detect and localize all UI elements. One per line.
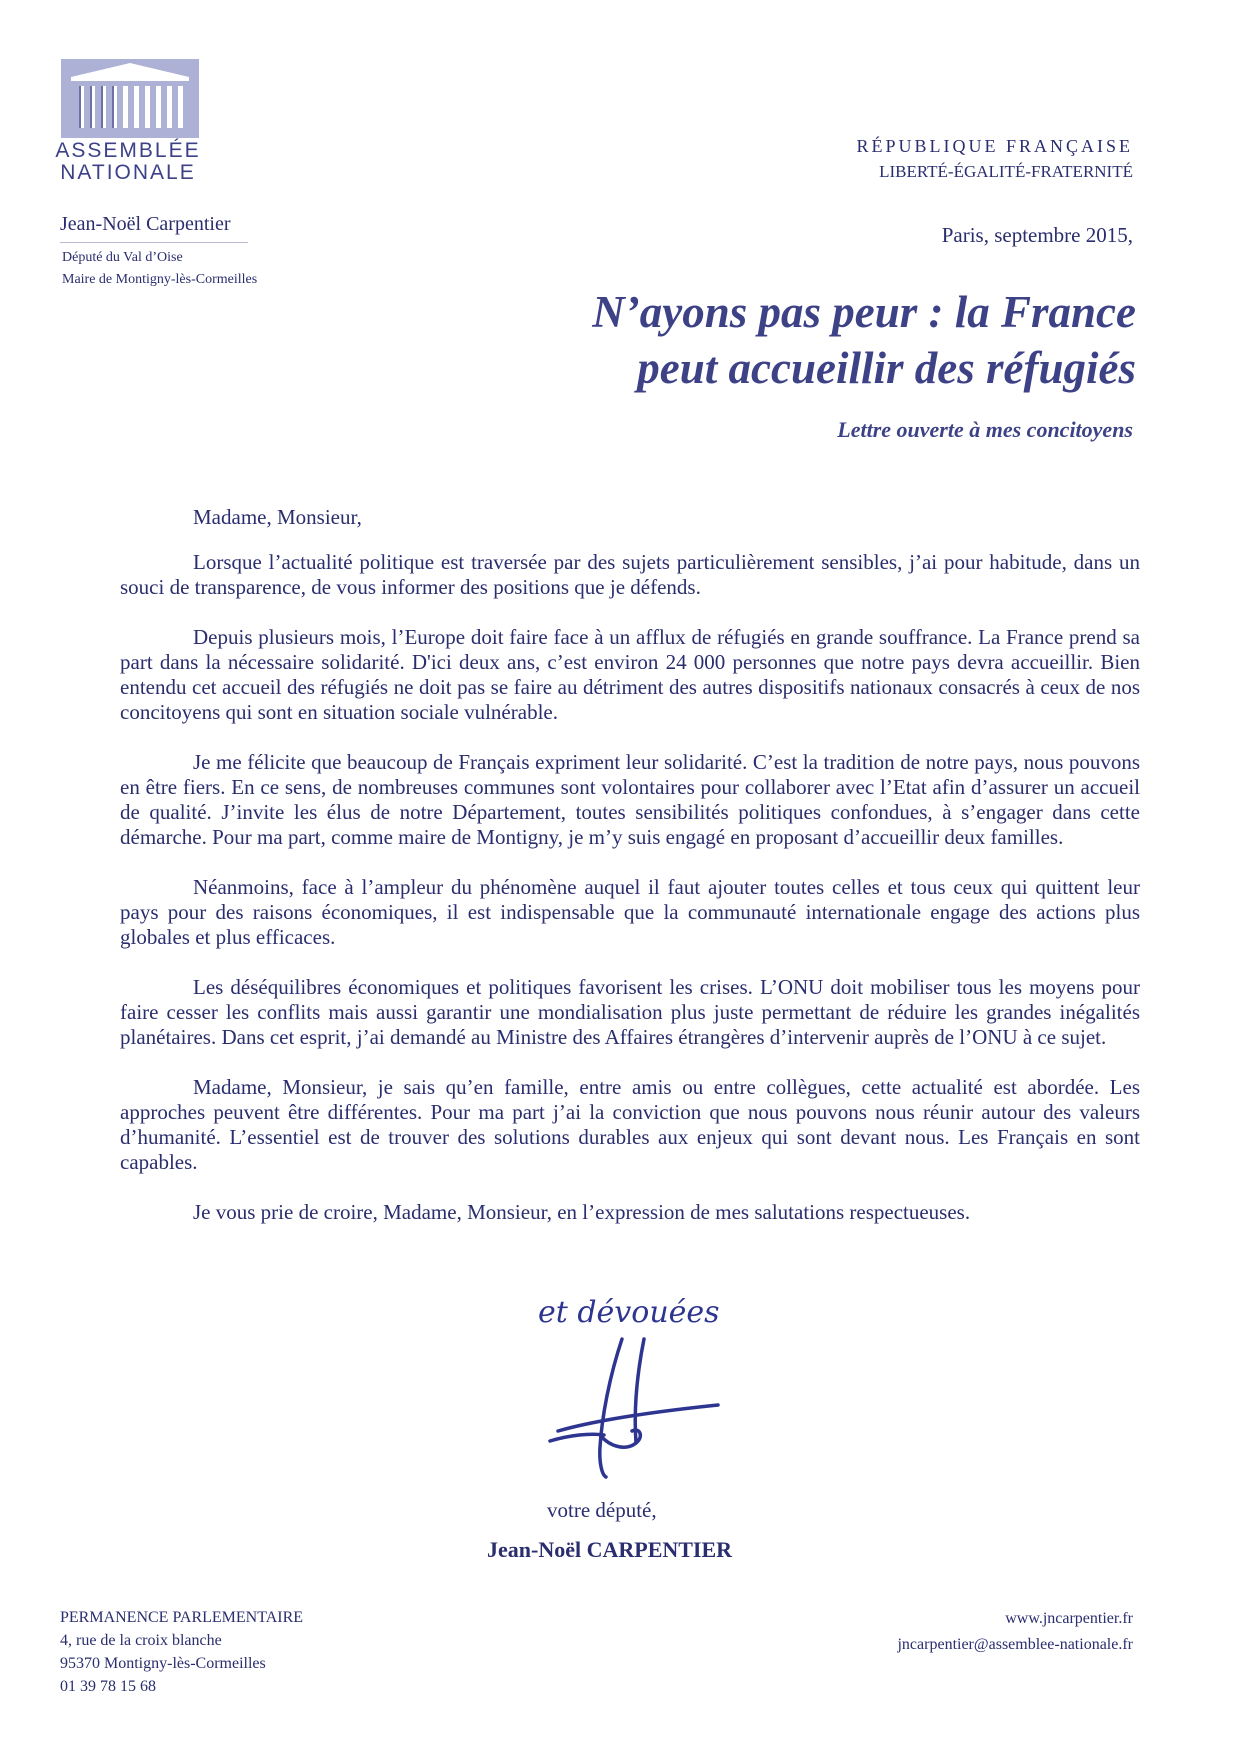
logo-line1: ASSEMBLÉE [55, 139, 201, 162]
handwritten-addition: et dévouées [538, 1295, 720, 1330]
signer-name: Jean-Noël CARPENTIER [487, 1537, 733, 1562]
office-address [60, 1606, 303, 1698]
salutation: Madame, Monsieur, [193, 505, 362, 529]
letter-body [120, 505, 1140, 1250]
paragraph: Lorsque l’actualité politique est traversée par des sujets particulièrement sensibles, j’ai pour habitude, dans un souci de transparence, de vous informer des positions que je défends. [120, 550, 1140, 599]
assemblee-logo [61, 59, 199, 138]
logo-line2: NATIONALE [60, 161, 196, 184]
title-line2: peut accueillir des réfugiés [637, 343, 1136, 393]
logo-wordmark [48, 140, 208, 184]
closing-formula: Je vous prie de croire, Madame, Monsieur, en l’expression de mes salutations respectueuses. [193, 1200, 971, 1224]
paragraph: Je me félicite que beaucoup de Français expriment leur solidarité. C’est la tradition de notre pays, nous pouvons en être fiers. En ce sens, de nombreuses communes sont volontaires pour collaborer avec l’Etat afin d’assurer un accueil de qualité. J’invite les élus de notre Département, toutes sensibilités politiques confondues, à s’engager dans cette démarche. Pour ma part, comme maire de Montigny, je m’y suis engagé en proposant d’accueillir deux familles. [120, 750, 1140, 849]
closing-line: votre député, [547, 1498, 657, 1522]
paragraph: Les déséquilibres économiques et politiques favorisent les crises. L’ONU doit mobiliser tous les moyens pour faire cesser les conflits mais aussi garantir une mondialisation plus juste permettant de réduire les grandes inégalités planétaires. Dans cet esprit, j’ai demandé au Ministre des Affaires étrangères d’intervenir auprès de l’ONU à ce sujet. [120, 975, 1140, 1049]
address-line: 95370 Montigny-lès-Cormeilles [60, 1655, 266, 1672]
signature [540, 1335, 730, 1495]
phone-number: 01 39 78 15 68 [60, 1678, 156, 1695]
mayor-role: Maire de Montigny-lès-Cormeilles [62, 272, 258, 287]
address-line: 4, rue de la croix blanche [60, 1632, 222, 1649]
title-line1: N’ayons pas peur : la France [592, 287, 1136, 337]
deputy-role: Député du Val d’Oise [62, 250, 183, 265]
deputy-name: Jean-Noël Carpentier [60, 213, 231, 235]
letter-title [436, 284, 1136, 396]
paragraph: Néanmoins, face à l’ampleur du phénomène auquel il faut ajouter toutes celles et tous ceux qui quittent leur pays pour des raisons économiques, il est indispensable que la communauté internationale engage des actions plus globales et plus efficaces. [120, 875, 1140, 949]
letter-subtitle: Lettre ouverte à mes concitoyens [837, 417, 1133, 442]
letter-date: Paris, septembre 2015, [941, 223, 1133, 247]
email-link[interactable]: jncarpentier@assemblee-nationale.fr [897, 1636, 1133, 1653]
contact-info [897, 1606, 1133, 1658]
paragraph: Madame, Monsieur, je sais qu’en famille, entre amis ou entre collègues, cette actualité est abordée. Les approches peuvent être différentes. Pour ma part j’ai la conviction que nous pouvons nous réunir autour des valeurs d’humanité. L’essentiel est de trouver des solutions durables aux enjeux qui sont devant nous. Les Français en sont capables. [120, 1075, 1140, 1174]
parliament-icon [61, 59, 199, 138]
divider [60, 242, 248, 243]
motto: LIBERTÉ-ÉGALITÉ-FRATERNITÉ [879, 162, 1133, 181]
website-link[interactable]: www.jncarpentier.fr [1005, 1610, 1133, 1627]
office-title: PERMANENCE PARLEMENTAIRE [60, 1609, 304, 1626]
paragraph: Depuis plusieurs mois, l’Europe doit faire face à un afflux de réfugiés en grande souffrance. La France prend sa part dans la nécessaire solidarité. D'ici deux ans, c’est environ 24 000 personnes que notre pays devra accueillir. Bien entendu cet accueil des réfugiés ne doit pas se faire au détriment des autres dispositifs nationaux consacrés à ceux de nos concitoyens qui sont en situation sociale vulnérable. [120, 625, 1140, 724]
republic-heading: RÉPUBLIQUE FRANÇAISE [856, 136, 1133, 156]
signature-icon [540, 1335, 730, 1490]
